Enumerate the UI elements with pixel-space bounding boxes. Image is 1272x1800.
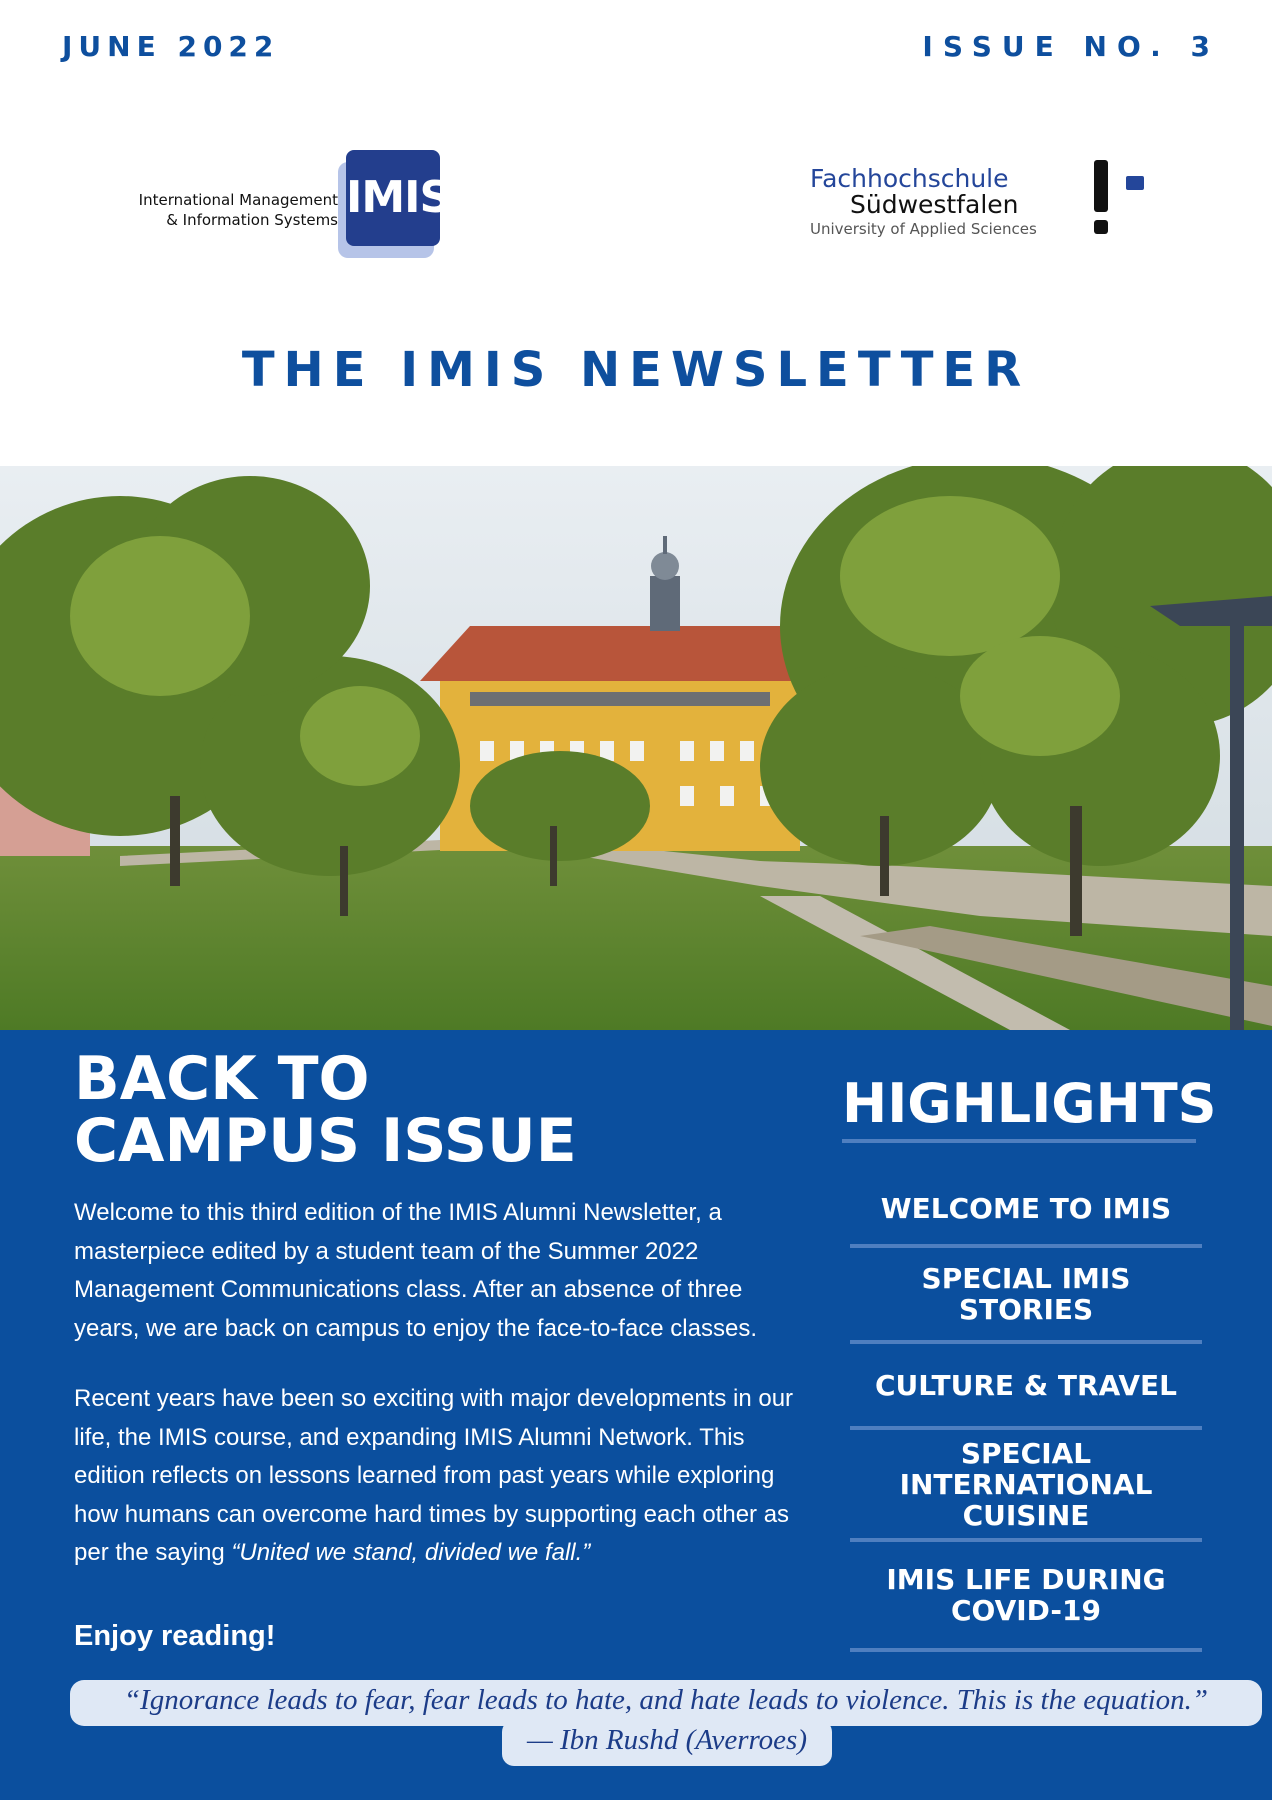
issue-date: JUNE 2022 [62,30,280,63]
intro-paragraph-2 [74,1380,814,1573]
imis-logo-text-line1: International Management [138,191,338,209]
newsletter-title: THE IMIS NEWSLETTER [241,342,1031,398]
campus-photo [0,466,1272,1030]
issue-number: ISSUE NO. 3 [922,30,1220,63]
quote-text: “Ignorance leads to fear, fear leads to hate, and hate leads to violence. This is the equation.” [123,1684,1209,1716]
intro-title [74,1044,577,1176]
fh-logo-exclamation-dot [1094,220,1108,234]
fh-logo-exclamation-bar [1094,160,1108,212]
imis-logo-text-line2: & Information Systems [166,211,338,229]
quote-author: — Ibn Rushd (Averroes) [526,1724,808,1756]
imis-logo-mark: IMIS [346,150,440,246]
intro-title-line2: CAMPUS ISSUE [74,1106,577,1176]
intro-paragraph-1: Welcome to this third edition of the IMIS Alumni Newsletter, a masterpiece edited by a student team of the Summer 2022 Management Communications class. After an absence of three years, we are back on campus to enjoy the face-to-face classes. [74,1199,758,1342]
highlights-title: HIGHLIGHTS [842,1072,1196,1143]
fh-logo [810,158,1150,248]
imis-logo-text [139,190,338,230]
highlight-imis-life-covid[interactable]: IMIS LIFE DURING COVID-19 [850,1542,1202,1652]
enjoy-reading: Enjoy reading! [74,1620,276,1652]
intro-paragraph-2-text: Recent years have been so exciting with major developments in our life, the IMIS course, and expanding IMIS Alumni Network. This edition reflects on lessons learned from past years while exploring how humans can overcome hard times by supporting each other as per the saying [74,1385,794,1566]
highlight-culture-travel[interactable]: CULTURE & TRAVEL [850,1344,1202,1430]
intro-paragraph-2-quote: “United we stand, divided we fall.” [231,1539,591,1566]
highlight-international-cuisine[interactable]: SPECIAL INTERNATIONAL CUISINE [850,1430,1202,1542]
highlight-special-imis-stories[interactable]: SPECIAL IMIS STORIES [850,1248,1202,1344]
fh-logo-line2: Südwestfalen [850,190,1019,219]
highlight-welcome-to-imis[interactable]: WELCOME TO IMIS [850,1172,1202,1248]
fh-logo-line3: University of Applied Sciences [810,220,1037,238]
imis-logo [130,148,450,258]
intro-title-line1: BACK TO [74,1044,370,1114]
fh-logo-square [1126,176,1144,190]
fh-logo-line1: Fachhochschule [810,164,1009,193]
intro-section [0,1030,1272,1800]
